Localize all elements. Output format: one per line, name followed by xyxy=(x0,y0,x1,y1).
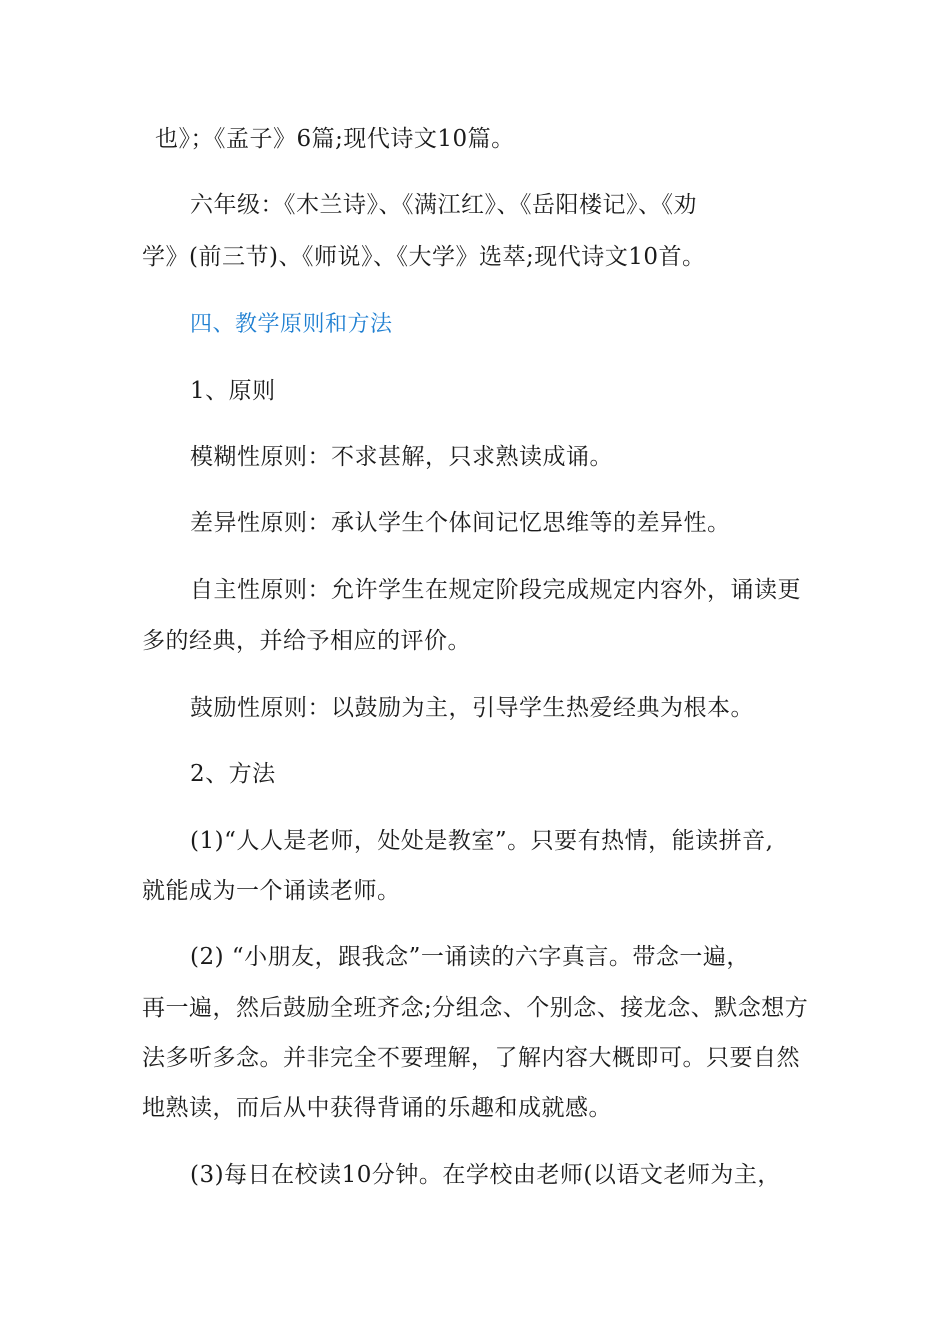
paragraph-method1-line2: 就能成为一个诵读老师。 xyxy=(142,878,401,904)
paragraph-method3-line1: (3)每日在校读10分钟。在学校由老师(以语文老师为主， xyxy=(190,1162,781,1188)
paragraph-method2-line4: 地熟读，而后从中获得背诵的乐趣和成就感。 xyxy=(142,1095,612,1121)
subheading-principles: 1、原则 xyxy=(190,378,276,404)
paragraph-method1-line1: (1)“人人是老师，处处是教室”。只要有热情，能读拼音, xyxy=(190,828,774,854)
paragraph-grade6-line1: 六年级：《木兰诗》、《满江红》、《岳阳楼记》、《劝 xyxy=(190,192,697,218)
paragraph-fuzzy-principle: 模糊性原则：不求甚解，只求熟读成诵。 xyxy=(190,444,613,470)
section-heading-teaching-principles: 四、教学原则和方法 xyxy=(190,312,393,337)
paragraph-method2-line2: 再一遍，然后鼓励全班齐念;分组念、个别念、接龙念、默念想方 xyxy=(142,995,809,1021)
paragraph-autonomy-line2: 多的经典，并给予相应的评价。 xyxy=(142,628,471,654)
subheading-methods: 2、方法 xyxy=(190,761,276,787)
paragraph-method2-line3: 法多听多念。并非完全不要理解，了解内容大概即可。只要自然 xyxy=(142,1045,800,1071)
paragraph-method2-line1: (2) “小朋友，跟我念”一诵读的六字真言。带念一遍， xyxy=(190,944,750,970)
paragraph-difference-principle: 差异性原则：承认学生个体间记忆思维等的差异性。 xyxy=(190,510,731,536)
paragraph-continuation-line: 也》；《孟子》6篇;现代诗文10篇。 xyxy=(155,126,515,152)
paragraph-grade6-line2: 学》(前三节)、《师说》、《大学》选萃;现代诗文10首。 xyxy=(142,244,706,270)
paragraph-encouragement-principle: 鼓励性原则：以鼓励为主，引导学生热爱经典为根本。 xyxy=(190,695,754,721)
paragraph-autonomy-line1: 自主性原则：允许学生在规定阶段完成规定内容外，诵读更 xyxy=(190,577,801,603)
